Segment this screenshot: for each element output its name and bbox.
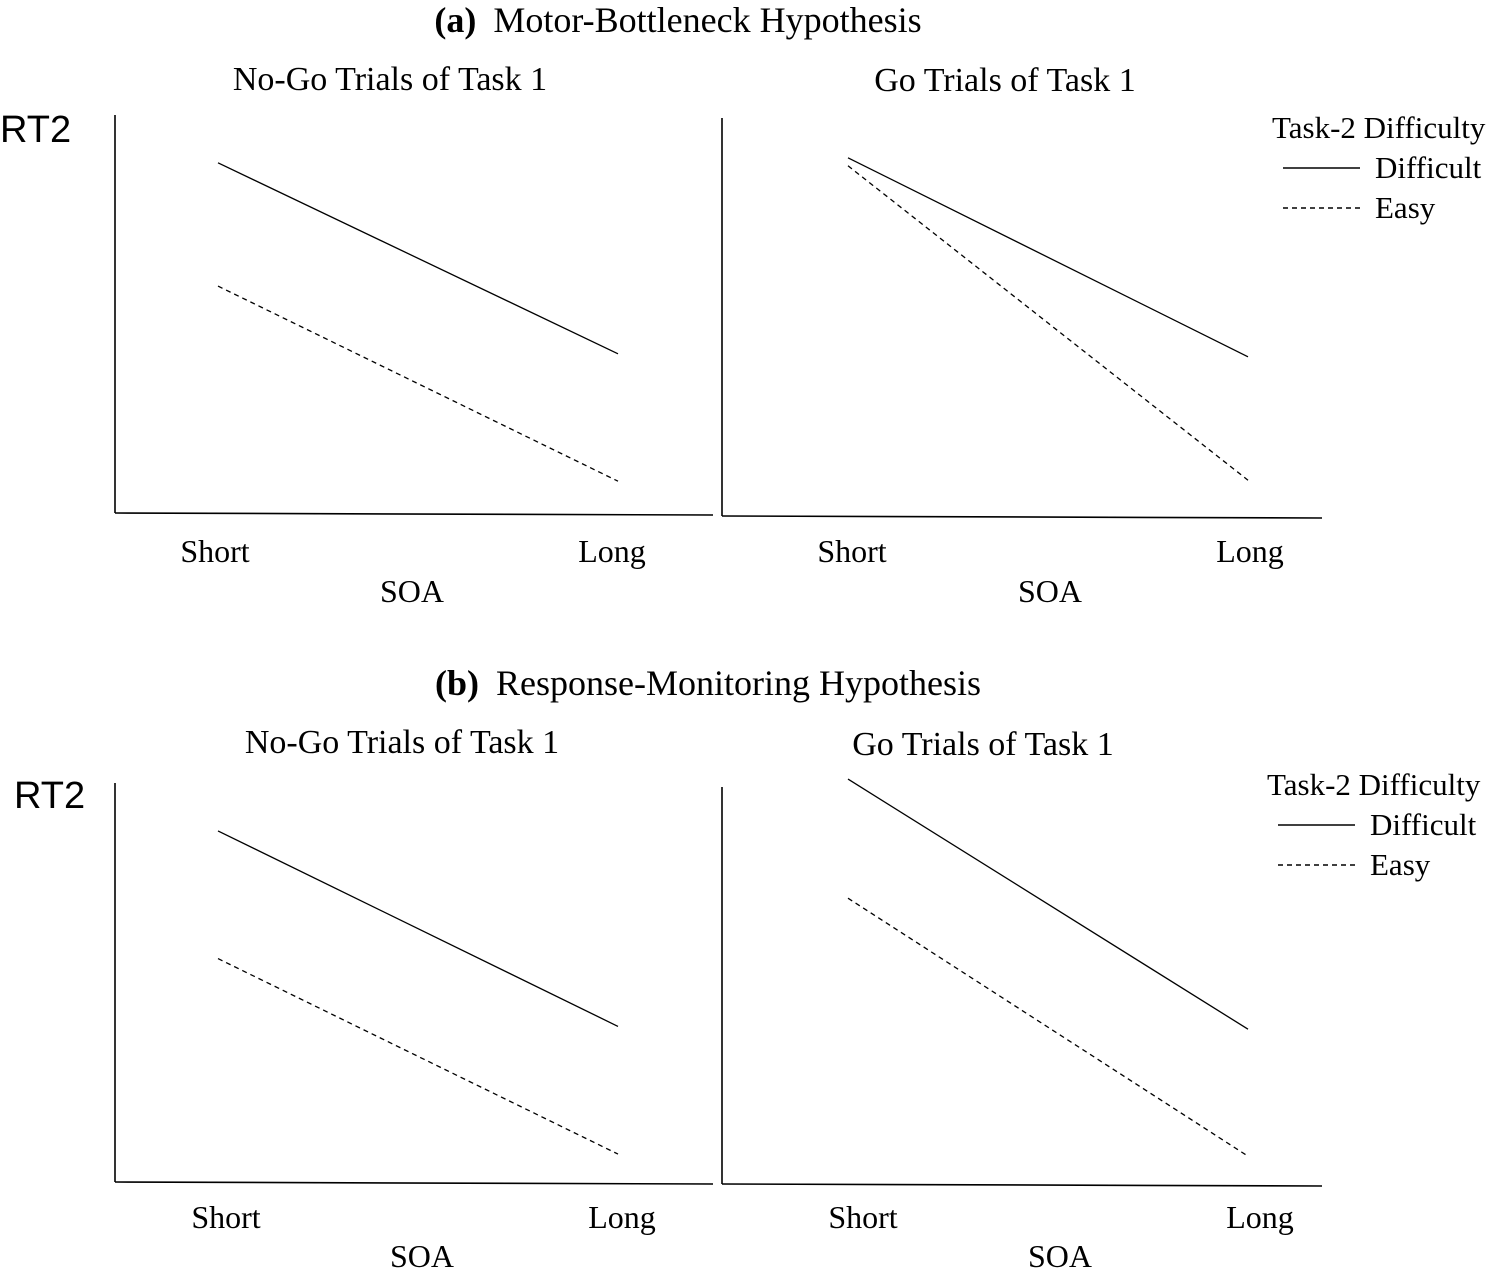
panel-b-heading: [435, 663, 981, 703]
legend: [1272, 110, 1486, 225]
x-tick-label: Long: [588, 1199, 656, 1235]
x-tick-label: Long: [578, 533, 646, 569]
chart-subtitle: No-Go Trials of Task 1: [244, 724, 560, 761]
chart-3: [115, 724, 713, 1270]
legend-label-easy: Easy: [1370, 847, 1431, 882]
series-line-difficult: [218, 163, 618, 354]
x-tick-label: Short: [817, 533, 887, 569]
panel-a-heading: [434, 0, 921, 40]
legend-label-difficult: Difficult: [1370, 807, 1477, 842]
chart-2: [722, 62, 1486, 609]
x-axis-label: SOA: [379, 573, 445, 609]
legend-title: Task-2 Difficulty: [1267, 767, 1481, 802]
x-axis: [115, 1182, 713, 1184]
x-axis-label: SOA: [1017, 573, 1083, 609]
series-line-easy: [218, 286, 618, 481]
panel-a-ylabel: RT2: [0, 109, 72, 151]
series-line-easy: [218, 959, 618, 1155]
x-tick-label: Long: [1226, 1199, 1294, 1235]
series-line-difficult: [848, 779, 1248, 1029]
legend-label-difficult: Difficult: [1375, 150, 1482, 185]
x-tick-label: Short: [191, 1199, 261, 1235]
chart-subtitle: Go Trials of Task 1: [874, 62, 1136, 99]
series-line-easy: [848, 166, 1248, 480]
panel-a-letter: (a): [434, 0, 477, 40]
legend: [1267, 767, 1481, 882]
series-line-easy: [848, 898, 1248, 1156]
series-line-difficult: [218, 831, 618, 1027]
x-axis: [722, 516, 1322, 518]
x-axis: [115, 513, 713, 515]
chart-4: [722, 726, 1481, 1270]
panel-b-title: Response-Monitoring Hypothesis: [496, 663, 981, 703]
panel-a-title: Motor-Bottleneck Hypothesis: [493, 0, 922, 40]
x-tick-label: Short: [180, 533, 250, 569]
legend-label-easy: Easy: [1375, 190, 1436, 225]
x-tick-label: Long: [1216, 533, 1284, 569]
x-axis-label: SOA: [1027, 1238, 1093, 1270]
chart-subtitle: No-Go Trials of Task 1: [232, 61, 548, 98]
chart-subtitle: Go Trials of Task 1: [852, 726, 1114, 763]
x-axis: [722, 1184, 1322, 1186]
chart-1: [115, 61, 713, 609]
x-axis-label: SOA: [389, 1238, 455, 1270]
legend-title: Task-2 Difficulty: [1272, 110, 1486, 145]
panel-b-ylabel: RT2: [14, 775, 86, 817]
x-tick-label: Short: [828, 1199, 898, 1235]
panel-b-letter: (b): [435, 663, 480, 703]
series-line-difficult: [848, 158, 1248, 357]
